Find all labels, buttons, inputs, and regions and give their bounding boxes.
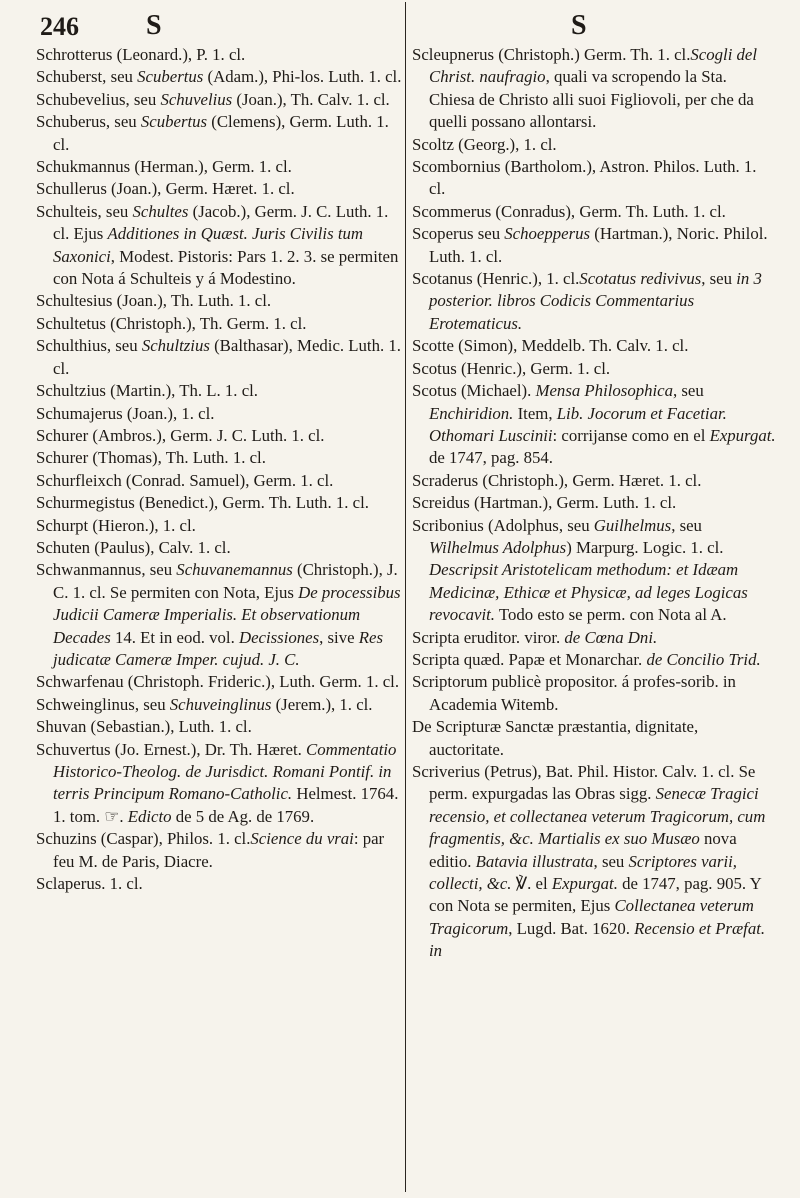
index-entry xyxy=(36,873,402,895)
entry-text: (Jerem.), 1. cl. xyxy=(271,694,373,714)
entry-title: Science du vrai xyxy=(250,829,354,849)
entry-text: Schultesius (Joan.), Th. Luth. 1. cl. xyxy=(36,291,272,311)
entry-text: Scotus (Henric.), Germ. 1. cl. xyxy=(412,358,611,378)
entry-text: , Lugd. Bat. 1620. xyxy=(508,918,635,938)
section-letter-left: S xyxy=(146,10,162,41)
entry-text: Scoltz (Georg.), 1. cl. xyxy=(412,134,557,154)
index-entry xyxy=(412,671,776,716)
entry-title: Enchiridion. xyxy=(429,403,514,423)
index-entry xyxy=(412,44,776,134)
index-entry xyxy=(36,537,402,559)
entry-text: Scotte (Simon), Meddelb. Th. Calv. 1. cl. xyxy=(412,336,689,356)
index-entry xyxy=(36,178,402,200)
entry-text: , seu xyxy=(673,381,704,401)
entry-text: Schultzius (Martin.), Th. L. 1. cl. xyxy=(36,381,259,401)
entry-text: , seu xyxy=(701,269,737,289)
entry-text: (Joan.), Th. Calv. 1. cl. xyxy=(232,89,390,109)
entry-text: nova editio. xyxy=(429,829,737,871)
entry-title: de Cœna Dni. xyxy=(564,627,658,647)
running-head xyxy=(0,8,800,44)
entry-title: Batavia illustrata xyxy=(475,851,594,871)
entry-title: Scubertus xyxy=(140,112,208,132)
index-entry xyxy=(412,492,776,514)
entry-text: (Balthasar), Medic. Luth. 1. cl. xyxy=(53,336,401,378)
entry-title: Decissiones xyxy=(238,627,320,647)
entry-title: Scriptores varii, collecti, &c. xyxy=(429,851,737,894)
entry-text: (Adam.), Phi-los. Luth. 1. cl. xyxy=(203,67,402,87)
entry-title: Guilhelmus xyxy=(593,515,672,535)
entry-text: Scribonius (Adolphus, seu xyxy=(412,515,594,535)
index-entry xyxy=(36,201,402,291)
entry-text: ℣. el xyxy=(511,874,552,894)
entry-title: De processibus Judicii Cameræ Imperialis. Et observationum Decades xyxy=(53,582,401,647)
entry-title: Expurgat. xyxy=(551,874,618,894)
entry-text: Schrotterus (Leonard.), P. 1. cl. xyxy=(36,45,246,64)
entry-text: Schubevelius, seu xyxy=(36,89,161,109)
entry-text: Schuvertus (Jo. Ernest.), Dr. Th. Hæret. xyxy=(36,739,307,759)
index-entry xyxy=(36,671,402,693)
index-entry xyxy=(36,380,402,402)
entry-text: de 1747, pag. 854. xyxy=(429,448,553,468)
index-entry xyxy=(36,470,402,492)
index-entry xyxy=(36,313,402,335)
entry-text: Sclaperus. 1. cl. xyxy=(36,874,143,894)
entry-text: Schumajerus (Joan.), 1. cl. xyxy=(36,403,215,423)
entry-text: Schukmannus (Herman.), Germ. 1. cl. xyxy=(36,157,292,177)
entry-text: Todo esto se perm. con Nota al A. xyxy=(495,605,727,625)
entry-text: Schuzins (Caspar), Philos. 1. cl. xyxy=(36,829,251,849)
index-entry xyxy=(36,89,402,111)
entry-title: Expurgat. xyxy=(709,425,776,445)
entry-text: Helmest. 1764. 1. tom. ☞. xyxy=(53,784,399,826)
right-column xyxy=(412,44,776,963)
index-entry xyxy=(412,134,776,156)
entry-text: de 1747, pag. 905. Y con Nota se permiten, Ejus xyxy=(429,874,762,916)
index-entry xyxy=(36,492,402,514)
entry-text: Scleupnerus (Christoph.) Germ. Th. 1. cl. xyxy=(412,45,691,64)
entry-text: Schurer (Thomas), Th. Luth. 1. cl. xyxy=(36,448,266,468)
entry-text: Scotus (Michael). xyxy=(412,381,536,401)
entry-text: , seu xyxy=(593,851,629,871)
entry-text: Scoperus seu xyxy=(412,224,505,244)
entry-title: Res judicatæ Cameræ Imper. cujud. J. C. xyxy=(53,627,383,669)
entry-text: Schultetus (Christoph.), Th. Germ. 1. cl. xyxy=(36,313,307,333)
index-entry xyxy=(412,268,776,335)
entry-title: Scubertus xyxy=(137,67,204,87)
index-entry xyxy=(412,358,776,380)
entry-text: : par feu M. de Paris, Diacre. xyxy=(53,829,385,871)
entry-title: in 3 posterior. libros Codicis Commentarius Erotematicus. xyxy=(429,269,762,333)
entry-text: Schuberst, seu xyxy=(36,67,138,87)
entry-text: , quali va scropendo la Sta. Chiesa de Christo alli suoi Figliovoli, per che da quelli possano allontarsi. xyxy=(429,67,754,132)
entry-text: , Modest. Pistoris: Pars 1. 2. 3. se permiten con Nota á Schulteis y á Modestino. xyxy=(53,246,399,289)
index-entry xyxy=(36,739,402,829)
entry-text: , sive xyxy=(319,627,359,647)
index-entry xyxy=(36,559,402,671)
entry-text: (Hartman.), Noric. Philol. Luth. 1. cl. xyxy=(429,224,768,266)
index-entry xyxy=(412,470,776,492)
entry-title: Schultzius xyxy=(141,336,210,356)
entry-text: Schuberus, seu xyxy=(36,112,141,132)
entry-text: Scripta quæd. Papæ et Monarchar. xyxy=(412,649,647,669)
index-entry xyxy=(36,290,402,312)
page-number: 246 xyxy=(40,12,79,41)
entry-text: Scommerus (Conradus), Germ. Th. Luth. 1. cl. xyxy=(412,201,726,221)
entry-text: De Scripturæ Sanctæ præstantia, dignitate, auctoritate. xyxy=(412,717,699,759)
entry-text: Schwarfenau (Christoph. Frideric.), Luth. Germ. 1. cl. xyxy=(36,672,400,692)
entry-text: 14. Et in eod. vol. xyxy=(110,627,239,647)
entry-title: Edicto xyxy=(127,806,172,826)
entry-text: Schulthius, seu xyxy=(36,336,142,356)
entry-text: Schuten (Paulus), Calv. 1. cl. xyxy=(36,537,231,557)
entry-title: Scogli del Christ. naufragio xyxy=(429,45,758,87)
index-entry xyxy=(36,111,402,156)
index-entry xyxy=(36,425,402,447)
index-entry xyxy=(36,335,402,380)
left-column xyxy=(36,44,402,895)
index-entry xyxy=(36,44,402,66)
entry-title: Schuvelius xyxy=(160,89,233,109)
entry-text: Shuvan (Sebastian.), Luth. 1. cl. xyxy=(36,717,252,737)
entry-text: Item, xyxy=(513,403,557,423)
entry-title: Descripsit Aristotelicam methodum: et Idæam Medicinæ, Ethicæ et Physicæ, ad leges Logicas revocavit. xyxy=(429,560,748,625)
index-entry xyxy=(36,515,402,537)
entry-title: Commentatio Historico-Theolog. de Jurisdict. Romani Pontif. in terris Principum Romano-Catholic. xyxy=(53,739,397,804)
entry-text: : corrijanse como en el xyxy=(552,425,710,445)
entry-text: Schulteis, seu xyxy=(36,201,133,221)
index-entry xyxy=(36,403,402,425)
entry-text: de 5 de Ag. de 1769. xyxy=(171,806,315,826)
entry-title: Schuveinglinus xyxy=(169,694,272,714)
index-entry xyxy=(412,156,776,201)
column-divider xyxy=(405,2,406,1192)
index-entry xyxy=(412,627,776,649)
index-entry xyxy=(36,156,402,178)
entry-title: Additiones in Quæst. Juris Civilis tum Saxonici xyxy=(53,224,363,266)
entry-title: Schuvanemannus xyxy=(176,560,293,580)
entry-text: Scombornius (Bartholom.), Astron. Philos. Luth. 1. cl. xyxy=(412,157,757,199)
entry-title: Mensa Philosophica xyxy=(535,381,673,401)
index-entry xyxy=(36,447,402,469)
entry-title: Schoepperus xyxy=(504,224,591,244)
entry-title: Schultes xyxy=(132,201,189,221)
index-entry xyxy=(36,828,402,873)
index-entry xyxy=(412,223,776,268)
index-entry xyxy=(36,694,402,716)
entry-text: Scriptorum publicè propositor. á profes-sorib. in Academia Witemb. xyxy=(412,672,736,714)
index-entry xyxy=(412,649,776,671)
index-entry xyxy=(412,716,776,761)
entry-text: Scripta eruditor. viror. xyxy=(412,627,565,647)
entry-title: de Concilio Trid. xyxy=(646,649,761,669)
entry-text: Schurpt (Hieron.), 1. cl. xyxy=(36,515,196,535)
entry-text: Schurmegistus (Benedict.), Germ. Th. Luth. 1. cl. xyxy=(36,493,369,513)
index-entry xyxy=(412,761,776,963)
entry-text: Schurfleixch (Conrad. Samuel), Germ. 1. cl. xyxy=(36,470,334,490)
index-entry xyxy=(36,716,402,738)
entry-text: Schurer (Ambros.), Germ. J. C. Luth. 1. cl. xyxy=(36,425,325,445)
entry-text: Screidus (Hartman.), Germ. Luth. 1. cl. xyxy=(412,493,677,513)
index-entry xyxy=(412,380,776,470)
entry-text: (Clemens), Germ. Luth. 1. cl. xyxy=(53,112,389,154)
index-entry xyxy=(412,515,776,627)
entry-title: Senecæ Tragici recensio, et collectanea veterum Tragicorum, cum fragmentis, &c. Martialis ex suo Musæo xyxy=(429,784,766,849)
entry-text: (Christoph.), J. C. 1. cl. Se permiten con Nota, Ejus xyxy=(53,560,398,602)
entry-text: Scotanus (Henric.), 1. cl. xyxy=(412,269,580,289)
entry-title: Lib. Jocorum et Facetiar. Othomari Luscinii xyxy=(429,403,727,445)
entry-title: Recensio et Præfat. in xyxy=(429,918,766,961)
entry-text: Schullerus (Joan.), Germ. Hæret. 1. cl. xyxy=(36,179,295,199)
index-entry xyxy=(36,66,402,88)
entry-title: Scotatus redivivus xyxy=(579,269,702,289)
entry-text: Scraderus (Christoph.), Germ. Hæret. 1. cl. xyxy=(412,470,702,490)
entry-title: Collectanea veterum Tragicorum xyxy=(429,896,754,938)
index-entry xyxy=(412,335,776,357)
entry-text: ) Marpurg. Logic. 1. cl. xyxy=(566,537,724,557)
entry-text: Schwanmannus, seu xyxy=(36,560,177,580)
entry-text: , seu xyxy=(671,515,702,535)
section-letter-right: S xyxy=(571,10,587,41)
entry-text: Scriverius (Petrus), Bat. Phil. Histor. Calv. 1. cl. Se perm. expurgadas las Obras sigg. xyxy=(412,762,756,804)
index-entry xyxy=(412,201,776,223)
entry-title: Wilhelmus Adolphus xyxy=(429,537,567,557)
entry-text: (Jacob.), Germ. J. C. Luth. 1. cl. Ejus xyxy=(53,201,389,244)
entry-text: Schweinglinus, seu xyxy=(36,694,170,714)
